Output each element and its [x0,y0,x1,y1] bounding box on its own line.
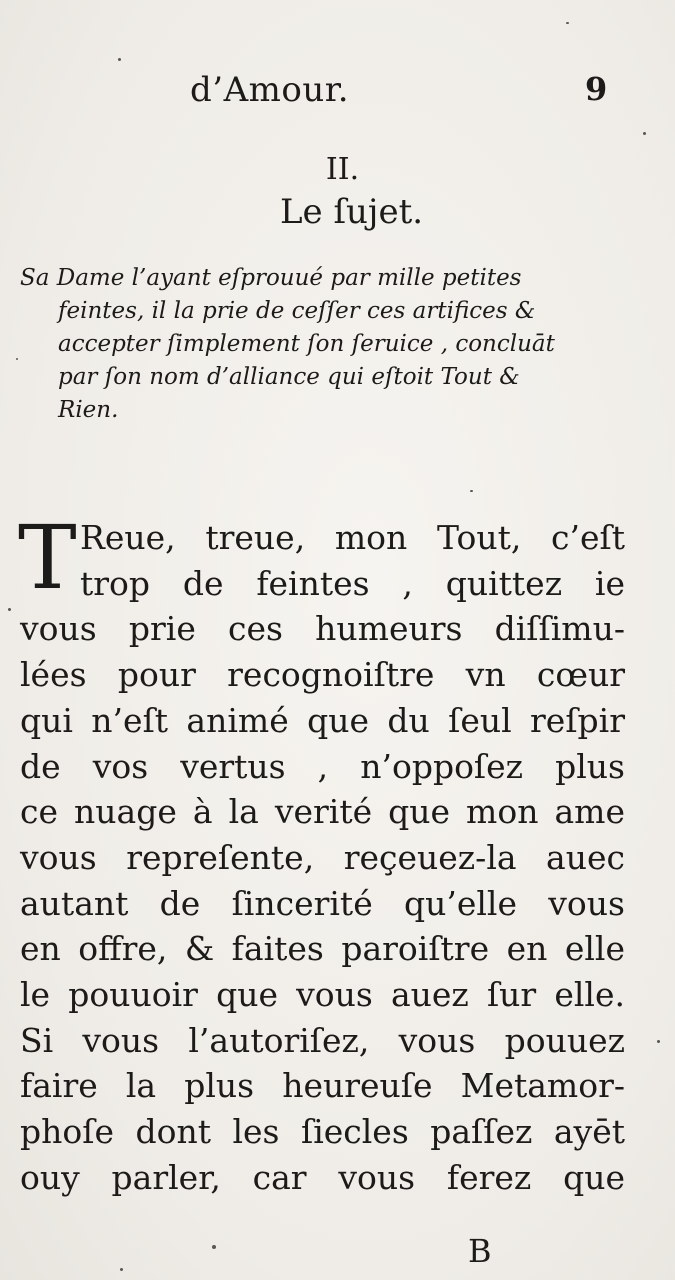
drop-cap: T [18,506,77,609]
body-line: en offre, & faites paroiſtre en elle [20,929,625,969]
paper-speck [643,132,646,135]
argument-line: Rien. [58,397,119,423]
body-line: de vos vertus , n’oppoſez plus [20,746,625,786]
paper-speck [470,490,473,492]
signature-mark: B [468,1232,492,1270]
paper-speck [16,358,18,360]
body-line: vous prie ces humeurs diſſimu- [20,609,625,649]
body-line: lées pour recognoiſtre vn cœur [20,655,625,695]
body-line: phoſe dont les ſiecles paſſez ayēt [20,1112,625,1152]
paper-speck [657,1040,660,1043]
body-text [18,506,625,1201]
argument-line: Sa Dame l’ayant eſprouué par mille petites [20,265,522,291]
body-line: le pouuoir que vous auez ſur elle. [20,975,625,1015]
body-line: Si vous l’autoriſez, vous pouuez [20,1020,625,1060]
section-title: Le ſujet. [279,192,424,232]
section-number: II. [325,152,360,187]
paper-speck [118,58,121,61]
paper-speck [8,608,11,611]
body-line: Reue, treue, mon Tout, c’eſt [80,518,625,557]
page-header [0,70,675,120]
body-line: ce nuage à la verité que mon ame [20,792,625,832]
paper-speck [212,1245,216,1249]
argument-summary [20,262,630,427]
body-line: faire la plus heureuſe Metamor- [20,1066,625,1106]
page-number: 9 [585,70,608,108]
body-line: trop de feintes , quittez ie [80,563,625,603]
argument-line: feintes, il la prie de ceſſer ces artifices & [58,298,536,324]
argument-line: par ſon nom d’alliance qui eſtoit Tout & [58,364,520,390]
running-title: d’Amour. [190,70,350,110]
body-line: qui n’eſt animé que du ſeul reſpir [20,700,625,740]
paper-speck [566,22,569,24]
paper-speck [120,1268,123,1271]
body-line: vous repreſente, reçeuez-la auec [20,837,625,877]
argument-line: accepter ſimplement ſon ſeruice , concluāt [58,331,555,357]
body-line: ouy parler, car vous ferez que [20,1157,625,1197]
body-line: autant de ſincerité qu’elle vous [20,883,625,923]
